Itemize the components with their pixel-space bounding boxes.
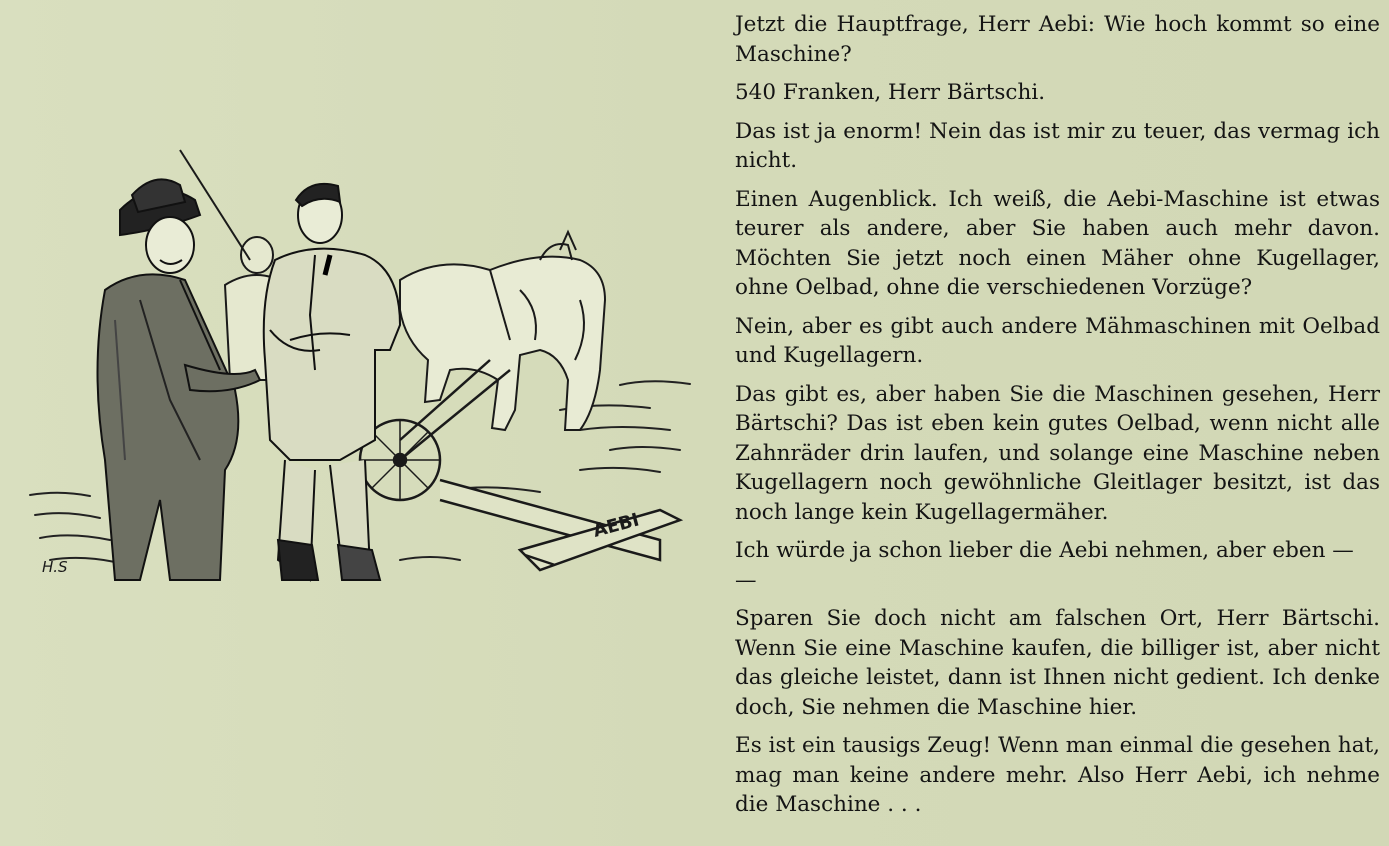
dialogue-paragraph-9: Es ist ein tausigs Zeug! Wenn man einmal die gesehen hat, mag man keine andere mehr. Also Herr Aebi, ich nehme die Maschine . . . — [735, 733, 1380, 817]
dialogue-paragraph-7: Ich würde ja schon lieber die Aebi nehmen, aber eben — — — [735, 538, 1354, 593]
dialogue-paragraph-3: Das ist ja enorm! Nein das ist mir zu teuer, das vermag ich nicht. — [735, 118, 1380, 173]
man-with-hat — [98, 179, 261, 580]
horse-drawing — [400, 232, 605, 430]
dialogue-column — [735, 10, 1380, 829]
mower-machine — [360, 360, 680, 570]
dialogue-paragraph-2: 540 Franken, Herr Bärtschi. — [735, 80, 1046, 105]
dialogue-paragraph-8: Sparen Sie doch nicht am falschen Ort, Herr Bärtschi. Wenn Sie eine Maschine kaufen, die billiger ist, aber nicht das gleiche leistet, dann ist Ihnen nicht gedient. Ich denke doch, Sie nehmen die Maschine hier. — [735, 606, 1380, 720]
dialogue-paragraph-4: Einen Augenblick. Ich weiß, die Aebi-Maschine ist etwas teurer als andere, aber Sie haben auch mehr davon. Möchten Sie jetzt noch einen Mäher ohne Kugellager, ohne Oelbad, ohne die verschiedenen Vorzüge? — [735, 186, 1380, 300]
machine-brand-label: AEBI — [590, 509, 642, 542]
dialogue-paragraph-5: Nein, aber es gibt auch andere Mähmaschinen mit Oelbad und Kugellagern. — [735, 313, 1380, 368]
dialogue-paragraph-1: Jetzt die Hauptfrage, Herr Aebi: Wie hoch kommt so eine Maschine? — [735, 12, 1380, 67]
man-salesman — [264, 184, 400, 580]
dialogue-paragraph-6: Das gibt es, aber haben Sie die Maschinen gesehen, Herr Bärtschi? Das ist eben kein gutes Oelbad, wenn nicht alle Zahnräder drin laufen, und solange eine Maschine neben Kugellagern noch gewöhnliche Gleitlager besitzt, ist das noch lange kein Kugellagermäher. — [735, 381, 1380, 525]
artist-signature: H.S — [42, 558, 68, 576]
farm-sale-illustration — [20, 140, 710, 600]
